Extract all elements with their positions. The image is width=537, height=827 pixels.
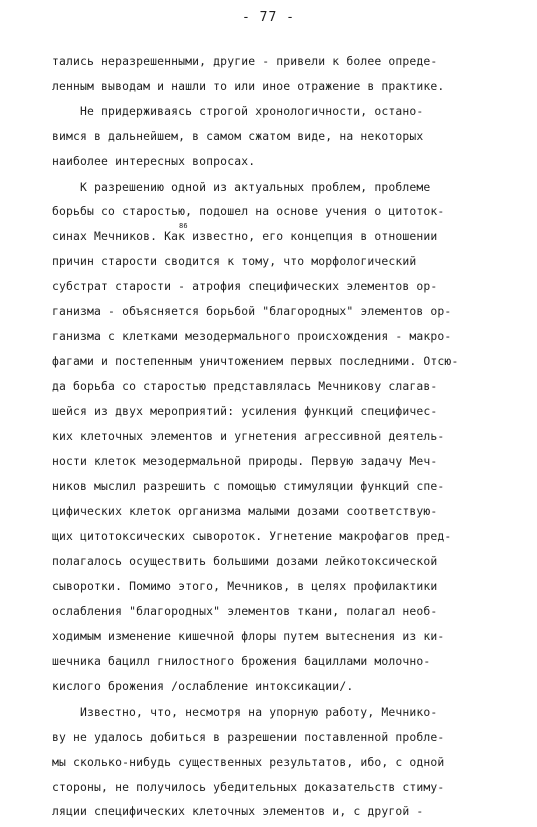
page-number: - 77 - — [242, 10, 295, 25]
text-line: субстрат старости - атрофия специфических элементов ор- — [52, 279, 438, 293]
text-line: вимся в дальнейшем, в самом сжатом виде, на некоторых — [52, 129, 424, 143]
text-line: борьбы со старостью, подошел на основе учения о цитоток- — [52, 204, 445, 218]
text-line: причин старости сводится к тому, что морфологический — [52, 254, 417, 268]
text-line: да борьба со старостью представлялась Мечникову слагав- — [52, 379, 438, 393]
text-line: фагами и постепенным уничтожением первых последними. Отсю- — [52, 354, 459, 368]
text-line: ников мыслил разрешить с помощью стимуляции функций спе- — [52, 479, 445, 493]
text-line: Известно, что, несмотря на упорную работу, Мечнико- — [80, 705, 438, 719]
text-line: Не придерживаясь строгой хронологичности, остано- — [80, 104, 424, 118]
text-line: ких клеточных элементов и угнетения агрессивной деятель- — [52, 429, 445, 443]
text-line: ослабления "благородных" элементов ткани, полагал необ- — [52, 604, 438, 618]
text-line-with-footnote — [0, 229, 537, 243]
text-line: цифических клеток организма малыми дозами соответствую- — [52, 504, 438, 518]
text-line: шейся из двух мероприятий: усиления функций специфичес- — [52, 404, 438, 418]
text-line: сыворотки. Помимо этого, Мечников, в целях профилактики — [52, 579, 438, 593]
text-line: ленным выводам и нашли то или иное отражение в практике. — [52, 79, 445, 93]
text-line: щих цитотоксических сывороток. Угнетение макрофагов пред- — [52, 529, 452, 543]
text-line: тались неразрешенными, другие - привели к более опреде- — [52, 54, 438, 68]
text-segment: синах Мечников. Как известно, его концепция в отношении — [52, 229, 438, 243]
text-line: кислого брожения /ослабление интоксикации/. — [52, 679, 354, 693]
text-line: стороны, не получилось убедительных доказательств стиму- — [52, 780, 445, 794]
text-line: ву не удалось добиться в разрешении поставленной пробле- — [52, 730, 445, 744]
text-line: К разрешению одной из актуальных проблем, проблеме — [80, 180, 431, 194]
text-line: ганизма с клетками мезодермального происхождения - макро- — [52, 329, 452, 343]
text-line: ляции специфических клеточных элементов и, с другой - — [52, 804, 424, 818]
text-line: ходимым изменение кишечной флоры путем вытеснения из ки- — [52, 629, 445, 643]
footnote-marker: 86 — [179, 222, 188, 230]
text-line: наиболее интересных вопросах. — [52, 154, 256, 168]
text-line: полагалось осуществить большими дозами лейкотоксической — [52, 554, 438, 568]
text-line: ности клеток мезодермальной природы. Первую задачу Меч- — [52, 454, 438, 468]
text-line: мы сколько-нибудь существенных результатов, ибо, с одной — [52, 755, 445, 769]
text-line: шечника бацилл гнилостного брожения бациллами молочно- — [52, 654, 431, 668]
text-line: ганизма - объясняется борьбой "благородных" элементов ор- — [52, 304, 452, 318]
